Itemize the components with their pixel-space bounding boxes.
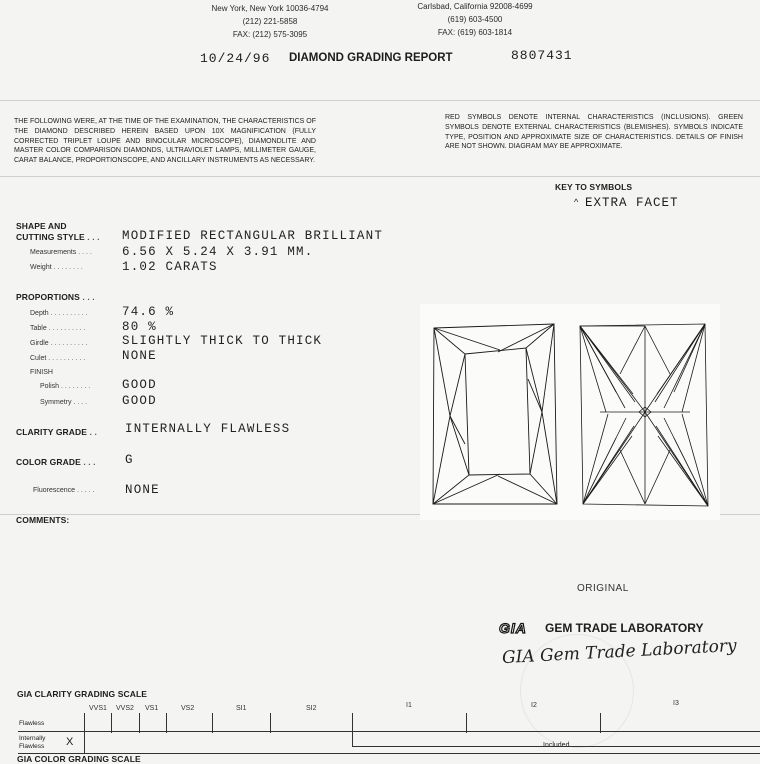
proportions-label-text: PROPORTIONS: [16, 292, 80, 302]
scale-tick: [166, 713, 167, 733]
pavilion-fan: [583, 436, 632, 504]
scale-tick: [352, 713, 353, 746]
scale-tick: [139, 713, 140, 733]
report-date: 10/24/96: [200, 51, 271, 66]
scale-tick: [212, 713, 213, 733]
table-label-text: Table: [30, 325, 47, 332]
weight-label-text: Weight: [30, 264, 52, 271]
pavilion-fan: [682, 324, 705, 412]
extra-facet-label: EXTRA FACET: [585, 196, 679, 210]
symmetry-value: GOOD: [122, 394, 157, 408]
color-grade-label-text: COLOR GRADE: [16, 457, 81, 467]
pavilion-fan: [583, 414, 608, 504]
pavilion-facet: [645, 450, 670, 504]
weight-value: 1.02 CARATS: [122, 260, 218, 274]
scale-row-if-line1: Internally: [19, 735, 46, 742]
pavilion-fan: [682, 414, 708, 506]
scale-grade-vvs1: VVS1: [89, 705, 107, 712]
pavilion-facet: [620, 326, 645, 374]
pavilion-fan: [674, 438, 708, 506]
fluorescence-label-text: Fluorescence: [33, 487, 76, 494]
clarity-mark: X: [66, 736, 74, 748]
scale-grade-i1: I1: [406, 702, 412, 709]
carlsbad-address-line: Carlsbad, California 92008-4699: [417, 2, 533, 11]
pavilion-fan: [655, 324, 705, 402]
scale-grade-vvs2: VVS2: [116, 705, 134, 712]
pavilion-facet: [645, 326, 670, 374]
weight-label: Weight . . . . . . . .: [30, 264, 83, 271]
polish-label: Polish . . . . . . . .: [40, 383, 91, 390]
symmetry-label: Symmetry . . . .: [40, 399, 88, 406]
pavilion-fan: [580, 326, 616, 392]
lab-signature: GIA Gem Trade Laboratory: [501, 635, 738, 669]
report-number: 8807431: [511, 48, 573, 63]
crown-facet-line: [542, 324, 554, 412]
color-grade-value: G: [125, 453, 134, 467]
culet-label-text: Culet: [30, 355, 47, 362]
proportions-label: PROPORTIONS . . .: [16, 292, 95, 302]
scale-grade-vs2: VS2: [181, 705, 195, 712]
fluorescence-value: NONE: [125, 483, 160, 497]
ny-fax: FAX: (212) 575-3095: [232, 30, 308, 39]
culet-value: NONE: [122, 349, 157, 363]
scale-grade-i2: I2: [531, 702, 537, 709]
scale-grade-vs1: VS1: [145, 705, 159, 712]
depth-label: Depth . . . . . . . . . .: [30, 310, 88, 317]
pavilion-main-left: [580, 326, 645, 504]
scale-tick: [270, 713, 271, 733]
original-label: ORIGINAL: [577, 583, 629, 594]
crown-facet-line: [434, 328, 450, 416]
color-grade-label: COLOR GRADE . . .: [16, 457, 96, 467]
scale-tick: [600, 713, 601, 733]
finish-label: FINISH: [30, 369, 53, 376]
pavilion-fan: [580, 326, 633, 394]
color-scale-title: GIA COLOR GRADING SCALE: [17, 754, 141, 764]
scale-tick: [111, 713, 112, 733]
ny-address-line: New York, New York 10036-4794: [211, 4, 329, 13]
carlsbad-phone: (619) 603-4500: [447, 15, 503, 24]
pavilion-fan: [657, 324, 705, 394]
lab-name: GEM TRADE LABORATORY: [545, 621, 704, 635]
measurements-value: 6.56 X 5.24 X 3.91 MM.: [122, 245, 314, 259]
depth-label-text: Depth: [30, 310, 49, 317]
diamond-plot-diagram: [420, 304, 720, 520]
depth-value: 74.6 %: [122, 305, 175, 319]
report-title: DIAMOND GRADING REPORT: [289, 52, 453, 64]
pavilion-fan: [583, 438, 616, 504]
measurements-label-text: Measurements: [30, 249, 77, 256]
measurements-label: Measurements . . . .: [30, 249, 92, 256]
culet-label: Culet . . . . . . . . . .: [30, 355, 86, 362]
shape-label-text: CUTTING STYLE: [16, 232, 85, 242]
polish-value: GOOD: [122, 378, 157, 392]
girdle-value: SLIGHTLY THICK TO THICK: [122, 334, 323, 348]
crown-facet-line: [433, 474, 500, 504]
pavilion-fan: [656, 426, 708, 506]
pavilion-fan: [580, 326, 606, 412]
crown-facet-line: [433, 416, 450, 504]
pavilion-fan: [658, 436, 708, 506]
girdle-label: Girdle . . . . . . . . . .: [30, 340, 88, 347]
scale-included-bracket: [352, 746, 760, 747]
symbols-note: RED SYMBOLS DENOTE INTERNAL CHARACTERISTICS (INCLUSIONS). GREEN SYMBOLS DENOTE EXTERNAL CHARACTERISTICS (BLEMISHES). SYMBOLS INDICATE TYPE, POSITION AND APPROXIMATE SIZE OF CHARACTERISTICS. DETAILS OF FINISH ARE NOT SHOWN. DIAGRAM MAY BE APPROXIMATE.: [445, 114, 743, 151]
ny-address: [195, 2, 345, 41]
crown-table: [465, 348, 530, 475]
carlsbad-address: [400, 0, 550, 39]
clarity-grade-value: INTERNALLY FLAWLESS: [125, 422, 291, 436]
fluorescence-label: Fluorescence . . . . .: [33, 487, 95, 494]
scale-grade-si2: SI2: [306, 705, 317, 712]
scale-grade-si1: SI1: [236, 705, 247, 712]
diamond-plot-panel: [420, 304, 720, 520]
shape-label: [16, 221, 100, 243]
scale-grade-i3: I3: [673, 700, 679, 707]
scale-row-if-line2: Flawless: [19, 743, 45, 750]
clarity-grade-label-text: CLARITY GRADE: [16, 427, 88, 437]
crown-view: [433, 324, 557, 504]
shape-label-line2: CUTTING STYLE . . .: [16, 232, 100, 242]
comments-label: COMMENTS:: [16, 515, 70, 525]
scale-line-top: [18, 731, 760, 732]
clarity-grade-label: CLARITY GRADE . .: [16, 427, 97, 437]
pavilion-main-right: [645, 324, 708, 506]
shape-label-line1: SHAPE AND: [16, 221, 67, 231]
ny-phone: (212) 221-5858: [242, 17, 298, 26]
shape-value: MODIFIED RECTANGULAR BRILLIANT: [122, 229, 384, 243]
pavilion-fan: [583, 426, 634, 504]
pavilion-fan: [580, 326, 635, 402]
carlsbad-fax: FAX: (619) 603-1814: [437, 28, 513, 37]
symmetry-label-text: Symmetry: [40, 399, 72, 406]
scale-row-internally-flawless: [19, 735, 45, 751]
examination-note: THE FOLLOWING WERE, AT THE TIME OF THE EXAMINATION, THE CHARACTERISTICS OF THE DIAMOND DESCRIBED HEREIN BASED UPON 10X MAGNIFICATION (FULLY CORRECTED TRIPLET LOUPE AND BINOCULAR MICROSCOPE), DIAMONDLITE AND MASTER COLOR COMPARISON DIAMONDS, ULTRAVIOLET LAMPS, MILLIMETER GAUGE, CARAT BALANCE, PROPORTIONSCOPE, AND ANCILLARY INSTRUMENTS AS NECESSARY.: [14, 118, 316, 165]
pavilion-facet: [620, 450, 645, 504]
crown-facet-line: [434, 328, 500, 350]
polish-label-text: Polish: [40, 383, 60, 390]
scale-row-flawless: Flawless: [19, 720, 45, 727]
table-label: Table . . . . . . . . . .: [30, 325, 86, 332]
extra-facet-symbol-icon: ^: [574, 197, 579, 207]
scale-tick: [466, 713, 467, 733]
clarity-scale-title: GIA CLARITY GRADING SCALE: [17, 689, 148, 699]
gia-logo: GIA: [499, 620, 527, 636]
key-to-symbols-title: KEY TO SYMBOLS: [555, 182, 633, 192]
crown-facet-line: [498, 476, 557, 504]
table-value: 80 %: [122, 320, 157, 334]
girdle-label-text: Girdle: [30, 340, 49, 347]
scale-tick: [84, 713, 85, 754]
pavilion-view: [580, 324, 708, 506]
